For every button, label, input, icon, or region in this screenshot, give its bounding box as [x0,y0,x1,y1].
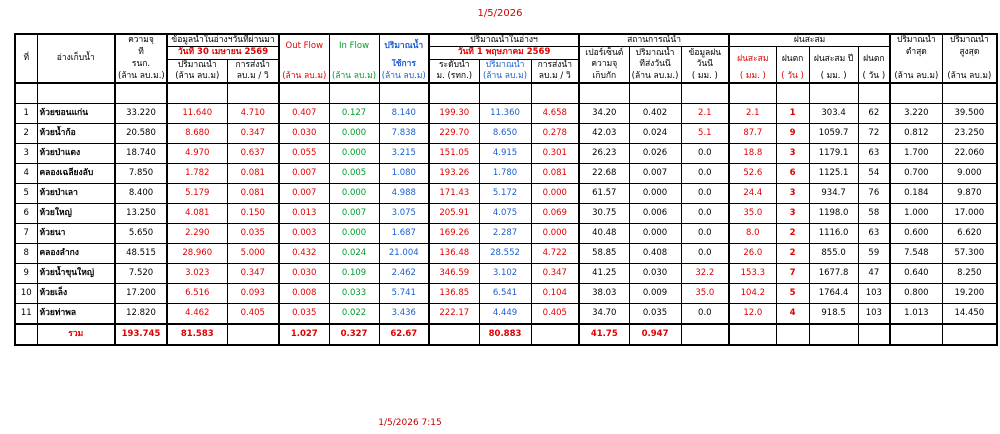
cell-prev-volume: 4.462 [167,304,227,325]
header-rain69-1: ฝนสะสม [729,47,776,71]
cell-prev-volume: 3.023 [167,264,227,284]
total-prev-volume: 81.583 [167,324,227,345]
header-max-2: สูงสุด [942,47,997,59]
table-row [15,224,997,244]
header-percent-3: เก็บกัก [579,71,629,83]
cell-days68: 103 [858,284,890,304]
cell-cur-volume: 28.552 [479,244,531,264]
cell-cur-volume: 1.780 [479,164,531,184]
cell-max: 8.250 [942,264,997,284]
total-inflow: 0.327 [329,324,379,345]
header-days69-1: ฝนตก [776,47,809,71]
cell-release-today: 0.000 [629,224,681,244]
cell-inflow: 0.033 [329,284,379,304]
header-release-today-1: ปริมาณน้ำ [629,47,681,59]
cell-days69: 1 [776,104,809,124]
cell-outflow: 0.432 [279,244,329,264]
cell-rain68: 918.5 [809,304,858,325]
cell-usable: 3.436 [379,304,429,325]
header-days68-unit: ( วัน ) [858,71,890,83]
header-prev-date: วันที่ 30 เมษายน 2569 [167,47,279,59]
cell-name: คลองเฉลียงลับ [37,164,115,184]
cell-rain69: 8.0 [729,224,776,244]
header-capacity-2: ที่ [115,47,167,59]
header-level-2: ม. (รทก.) [429,71,479,83]
cell-release-today: 0.007 [629,164,681,184]
cell-prev-volume: 5.179 [167,184,227,204]
cell-prev-release: 0.150 [227,204,279,224]
header-cur-release-2: ลบ.ม / วิ [531,71,579,83]
header-current-date: วันที่ 1 พฤษภาคม 2569 [429,47,579,59]
header-usable-1: ปริมาณน้ำ [379,34,429,59]
header-min-1: ปริมาณน้ำ [890,34,942,47]
cell-rain-today: 0.0 [681,184,729,204]
cell-name: คลองลำกง [37,244,115,264]
cell-no: 5 [15,184,37,204]
cell-min: 0.812 [890,124,942,144]
cell-name: ห้วยท่าพล [37,304,115,325]
header-days69-unit: ( วัน ) [776,71,809,83]
cell-capacity: 18.740 [115,144,167,164]
cell-rain69: 35.0 [729,204,776,224]
cell-days68: 58 [858,204,890,224]
cell-release-today: 0.006 [629,204,681,224]
header-inflow: In Flow [329,34,379,59]
cell-outflow: 0.007 [279,164,329,184]
cell-release-today: 0.408 [629,244,681,264]
cell-cur-volume: 5.172 [479,184,531,204]
cell-rain69: 12.0 [729,304,776,325]
cell-usable: 3.075 [379,204,429,224]
cell-rain-today: 0.0 [681,224,729,244]
cell-prev-release: 4.710 [227,104,279,124]
spacer-row [15,83,997,104]
cell-min: 3.220 [890,104,942,124]
cell-days69: 3 [776,184,809,204]
header-percent-2: ความจุ [579,59,629,71]
total-outflow: 1.027 [279,324,329,345]
header-rain68-1: ฝนสะสม ปี [809,47,858,71]
cell-level: 199.30 [429,104,479,124]
cell-outflow: 0.030 [279,124,329,144]
cell-inflow: 0.000 [329,224,379,244]
cell-rain-today: 0.0 [681,144,729,164]
cell-cur-release: 4.722 [531,244,579,264]
cell-name: ห้วยน้ำขุนใหญ่ [37,264,115,284]
cell-prev-release: 0.347 [227,124,279,144]
cell-inflow: 0.109 [329,264,379,284]
cell-percent: 26.23 [579,144,629,164]
cell-cur-release: 0.000 [531,184,579,204]
header-rain69-unit: ( มม. ) [729,71,776,83]
cell-days68: 103 [858,304,890,325]
cell-no: 11 [15,304,37,325]
cell-name: ห้วยนา [37,224,115,244]
cell-rain68: 934.7 [809,184,858,204]
cell-release-today: 0.035 [629,304,681,325]
cell-cur-release: 0.405 [531,304,579,325]
cell-prev-release: 0.347 [227,264,279,284]
header-prev-group: ข้อมูลน้ำในอ่างฯวันที่ผ่านมา [167,34,279,47]
cell-max: 9.870 [942,184,997,204]
cell-inflow: 0.127 [329,104,379,124]
cell-no: 10 [15,284,37,304]
cell-min: 0.184 [890,184,942,204]
header-current-group: ปริมาณน้ำในอ่างฯ [429,34,579,47]
table-row [15,184,997,204]
cell-percent: 34.20 [579,104,629,124]
cell-days68: 72 [858,124,890,144]
table-row [15,264,997,284]
cell-release-today: 0.030 [629,264,681,284]
table-row [15,204,997,224]
cell-cur-volume: 4.449 [479,304,531,325]
cell-prev-volume: 11.640 [167,104,227,124]
table-row [15,304,997,325]
table-row [15,284,997,304]
cell-usable: 3.215 [379,144,429,164]
cell-rain-today: 35.0 [681,284,729,304]
cell-usable: 5.741 [379,284,429,304]
total-release-today: 0.947 [629,324,681,345]
cell-cur-volume: 6.541 [479,284,531,304]
header-days68-1: ฝนตก [858,47,890,71]
header-prev-release-2: ลบ.ม / วิ [227,71,279,83]
cell-prev-volume: 1.782 [167,164,227,184]
cell-cur-release: 0.000 [531,224,579,244]
cell-min: 7.548 [890,244,942,264]
header-capacity-4: (ล้าน ลบ.ม.) [115,71,167,83]
cell-days69: 6 [776,164,809,184]
cell-days69: 9 [776,124,809,144]
cell-rain69: 26.0 [729,244,776,264]
cell-rain69: 52.6 [729,164,776,184]
total-label: รวม [37,324,115,345]
cell-days69: 2 [776,224,809,244]
cell-capacity: 12.820 [115,304,167,325]
cell-min: 1.013 [890,304,942,325]
cell-cur-release: 0.069 [531,204,579,224]
cell-percent: 38.03 [579,284,629,304]
table-row [15,144,997,164]
cell-max: 9.000 [942,164,997,184]
header-cur-volume-1: ปริมาณน้ำ [479,59,531,71]
cell-rain68: 1116.0 [809,224,858,244]
cell-days68: 63 [858,224,890,244]
cell-usable: 7.838 [379,124,429,144]
cell-max: 6.620 [942,224,997,244]
cell-capacity: 5.650 [115,224,167,244]
cell-cur-release: 0.278 [531,124,579,144]
cell-capacity: 7.520 [115,264,167,284]
cell-min: 1.000 [890,204,942,224]
cell-percent: 34.70 [579,304,629,325]
report-date: 1/5/2026 [477,8,523,19]
cell-percent: 61.57 [579,184,629,204]
cell-capacity: 33.220 [115,104,167,124]
table-row [15,104,997,124]
cell-outflow: 0.035 [279,304,329,325]
cell-usable: 1.687 [379,224,429,244]
cell-no: 9 [15,264,37,284]
cell-capacity: 48.515 [115,244,167,264]
cell-name: ห้วยป่าเลา [37,184,115,204]
cell-cur-release: 0.347 [531,264,579,284]
total-capacity: 193.745 [115,324,167,345]
header-rain-today-3: ( มม. ) [681,71,729,83]
cell-inflow: 0.024 [329,244,379,264]
cell-name: ห้วยใหญ่ [37,204,115,224]
cell-days69: 7 [776,264,809,284]
cell-cur-volume: 8.650 [479,124,531,144]
cell-min: 0.700 [890,164,942,184]
cell-rain69: 104.2 [729,284,776,304]
cell-prev-release: 5.000 [227,244,279,264]
cell-days68: 59 [858,244,890,264]
cell-rain68: 1125.1 [809,164,858,184]
cell-rain-today: 2.1 [681,104,729,124]
header-outflow: Out Flow [279,34,329,59]
cell-prev-volume: 8.680 [167,124,227,144]
cell-rain68: 1198.0 [809,204,858,224]
cell-prev-volume: 28.960 [167,244,227,264]
cell-inflow: 0.007 [329,204,379,224]
header-no: ที่ [15,34,37,83]
cell-max: 19.200 [942,284,997,304]
header-outflow-unit: (ล้าน ลบ.ม) [279,71,329,83]
cell-release-today: 0.000 [629,184,681,204]
header-cur-release-1: การส่งน้ำ [531,59,579,71]
header-prev-volume-2: (ล้าน ลบ.ม) [167,71,227,83]
cell-capacity: 17.200 [115,284,167,304]
cell-level: 222.17 [429,304,479,325]
cell-inflow: 0.005 [329,164,379,184]
cell-outflow: 0.407 [279,104,329,124]
cell-rain-today: 0.0 [681,164,729,184]
cell-no: 7 [15,224,37,244]
cell-rain68: 1059.7 [809,124,858,144]
cell-release-today: 0.026 [629,144,681,164]
cell-release-today: 0.024 [629,124,681,144]
cell-rain69: 153.3 [729,264,776,284]
header-inflow-unit: (ล้าน ลบ.ม) [329,71,379,83]
cell-rain-today: 32.2 [681,264,729,284]
cell-level: 205.91 [429,204,479,224]
cell-usable: 1.080 [379,164,429,184]
header-usable-2: ใช้การ [379,59,429,71]
cell-days68: 62 [858,104,890,124]
cell-cur-release: 0.081 [531,164,579,184]
table-row [15,244,997,264]
cell-cur-volume: 11.360 [479,104,531,124]
cell-prev-release: 0.637 [227,144,279,164]
cell-capacity: 7.850 [115,164,167,184]
cell-inflow: 0.000 [329,184,379,204]
cell-days69: 4 [776,304,809,325]
cell-name: ห้วยป่าแดง [37,144,115,164]
cell-release-today: 0.402 [629,104,681,124]
cell-outflow: 0.030 [279,264,329,284]
cell-level: 229.70 [429,124,479,144]
header-status-group: สถานการณ์น้ำ [579,34,729,47]
cell-max: 22.060 [942,144,997,164]
cell-percent: 22.68 [579,164,629,184]
cell-rain68: 855.0 [809,244,858,264]
cell-days68: 54 [858,164,890,184]
cell-min: 0.600 [890,224,942,244]
cell-percent: 30.75 [579,204,629,224]
cell-percent: 58.85 [579,244,629,264]
cell-days69: 3 [776,144,809,164]
cell-prev-release: 0.081 [227,164,279,184]
cell-name: ห้วยน้ำก้อ [37,124,115,144]
cell-rain-today: 0.0 [681,304,729,325]
cell-prev-release: 0.405 [227,304,279,325]
cell-level: 346.59 [429,264,479,284]
cell-rain69: 87.7 [729,124,776,144]
total-cur-volume: 80.883 [479,324,531,345]
cell-cur-release: 0.301 [531,144,579,164]
cell-min: 1.700 [890,144,942,164]
header-release-today-3: (ล้าน ลบ.ม.) [629,71,681,83]
cell-outflow: 0.013 [279,204,329,224]
cell-min: 0.800 [890,284,942,304]
cell-rain68: 1179.1 [809,144,858,164]
cell-outflow: 0.008 [279,284,329,304]
cell-level: 136.48 [429,244,479,264]
cell-level: 151.05 [429,144,479,164]
cell-no: 2 [15,124,37,144]
cell-prev-volume: 4.970 [167,144,227,164]
header-rain68-unit: ( มม. ) [809,71,858,83]
cell-cur-volume: 4.915 [479,144,531,164]
header-percent-1: เปอร์เซ็นต์ [579,47,629,59]
report-timestamp: 1/5/2026 7:15 [378,418,442,428]
cell-days68: 76 [858,184,890,204]
cell-level: 169.26 [429,224,479,244]
header-max-3: (ล้าน ลบ.ม) [942,71,997,83]
cell-no: 6 [15,204,37,224]
table-row [15,124,997,144]
cell-no: 8 [15,244,37,264]
header-capacity-3: รนก. [115,59,167,71]
cell-cur-release: 0.104 [531,284,579,304]
cell-no: 3 [15,144,37,164]
cell-rain69: 18.8 [729,144,776,164]
header-prev-release-1: การส่งน้ำ [227,59,279,71]
cell-prev-release: 0.035 [227,224,279,244]
header-prev-volume-1: ปริมาณน้ำ [167,59,227,71]
cell-no: 1 [15,104,37,124]
cell-max: 14.450 [942,304,997,325]
cell-outflow: 0.003 [279,224,329,244]
cell-level: 136.85 [429,284,479,304]
cell-inflow: 0.000 [329,124,379,144]
cell-days68: 47 [858,264,890,284]
cell-rain69: 2.1 [729,104,776,124]
cell-usable: 4.988 [379,184,429,204]
cell-level: 171.43 [429,184,479,204]
header-max-1: ปริมาณน้ำ [942,34,997,47]
cell-usable: 8.140 [379,104,429,124]
cell-cur-volume: 3.102 [479,264,531,284]
header-level-1: ระดับน้ำ [429,59,479,71]
total-percent: 41.75 [579,324,629,345]
header-capacity-1: ความจุ [115,34,167,47]
cell-percent: 40.48 [579,224,629,244]
cell-capacity: 13.250 [115,204,167,224]
cell-prev-volume: 6.516 [167,284,227,304]
cell-rain68: 1764.4 [809,284,858,304]
cell-inflow: 0.022 [329,304,379,325]
cell-rain69: 24.4 [729,184,776,204]
cell-max: 17.000 [942,204,997,224]
cell-capacity: 20.580 [115,124,167,144]
cell-no: 4 [15,164,37,184]
cell-rain68: 303.4 [809,104,858,124]
cell-max: 39.500 [942,104,997,124]
total-usable: 62.67 [379,324,429,345]
total-row [15,324,997,345]
cell-prev-volume: 4.081 [167,204,227,224]
header-release-today-2: ที่ส่งวันนี้ [629,59,681,71]
cell-cur-release: 4.658 [531,104,579,124]
cell-outflow: 0.007 [279,184,329,204]
cell-days69: 2 [776,244,809,264]
cell-prev-release: 0.081 [227,184,279,204]
cell-inflow: 0.000 [329,144,379,164]
header-reservoir: อ่างเก็บน้ำ [37,34,115,83]
header-min-3: (ล้าน ลบ.ม) [890,71,942,83]
cell-days69: 3 [776,204,809,224]
cell-release-today: 0.009 [629,284,681,304]
cell-prev-release: 0.093 [227,284,279,304]
table-row [15,164,997,184]
cell-max: 23.250 [942,124,997,144]
cell-days68: 63 [858,144,890,164]
cell-usable: 21.004 [379,244,429,264]
cell-level: 193.26 [429,164,479,184]
reservoir-table [14,33,998,346]
cell-usable: 2.462 [379,264,429,284]
cell-cur-volume: 4.075 [479,204,531,224]
cell-percent: 42.03 [579,124,629,144]
header-cur-volume-2: (ล้าน ลบ.ม) [479,71,531,83]
cell-name: ห้วยเล็ง [37,284,115,304]
cell-name: ห้วยขอนแก่น [37,104,115,124]
cell-rain-today: 0.0 [681,244,729,264]
cell-outflow: 0.055 [279,144,329,164]
cell-min: 0.640 [890,264,942,284]
cell-percent: 41.25 [579,264,629,284]
header-rain-group: ฝนสะสม [729,34,890,47]
cell-days69: 5 [776,284,809,304]
cell-max: 57.300 [942,244,997,264]
cell-prev-volume: 2.290 [167,224,227,244]
header-min-2: ต่ำสุด [890,47,942,59]
header-rain-today-2: วันนี้ [681,59,729,71]
cell-rain-today: 0.0 [681,204,729,224]
cell-cur-volume: 2.287 [479,224,531,244]
cell-capacity: 8.400 [115,184,167,204]
header-rain-today-1: ข้อมูลฝน [681,47,729,59]
header-usable-unit: (ล้าน ลบ.ม) [379,71,429,83]
cell-rain68: 1677.8 [809,264,858,284]
cell-rain-today: 5.1 [681,124,729,144]
